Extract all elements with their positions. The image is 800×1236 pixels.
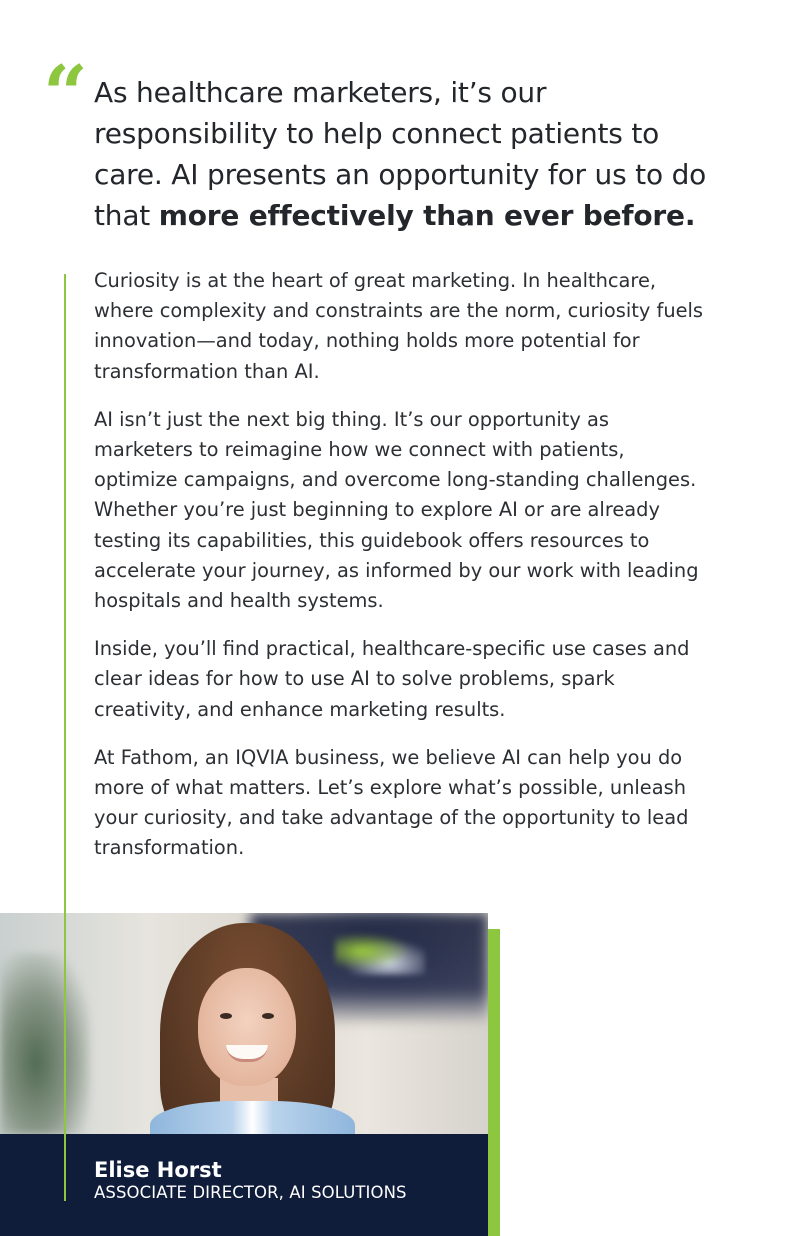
body-paragraph-2: AI isn’t just the next big thing. It’s our opportunity as marketers to reimagine how we connect with patients, optimize campaigns, and overcome long-standing challenges. Whether you’re just beginning to explore AI or are already testing its capabilities, this guidebook offers resources to accelerate your journey, as informed by our work with leading hospitals and health systems. xyxy=(94,407,699,613)
body-paragraph-3: Inside, you’ll find practical, healthcare-specific use cases and clear ideas for how to use AI to solve problems, spark creativity, and enhance marketing results. xyxy=(94,637,690,721)
green-accent-bar xyxy=(488,929,500,1236)
pull-quote-bold: more effectively than ever before. xyxy=(158,199,696,232)
author-name: Elise Horst xyxy=(94,1158,222,1182)
quote-mark-icon: “ xyxy=(43,49,82,140)
pull-quote xyxy=(94,72,734,236)
body-copy xyxy=(94,266,714,882)
vertical-accent-rule xyxy=(64,274,66,1201)
author-photo xyxy=(0,913,488,1135)
body-paragraph-1: Curiosity is at the heart of great marketing. In healthcare, where complexity and constraints are the norm, curiosity fuels innovation—and today, nothing holds more potential for transformation than AI. xyxy=(94,269,704,383)
pull-quote-regular: As healthcare marketers, it’s our responsibility to help connect patients to care. AI presents an opportunity for us to do that xyxy=(94,76,707,232)
body-paragraph-4: At Fathom, an IQVIA business, we believe AI can help you do more of what matters. Let’s explore what’s possible, unleash your curiosity, and take advantage of the opportunity to lead transformation. xyxy=(94,745,689,860)
author-title: ASSOCIATE DIRECTOR, AI SOLUTIONS xyxy=(94,1183,407,1202)
